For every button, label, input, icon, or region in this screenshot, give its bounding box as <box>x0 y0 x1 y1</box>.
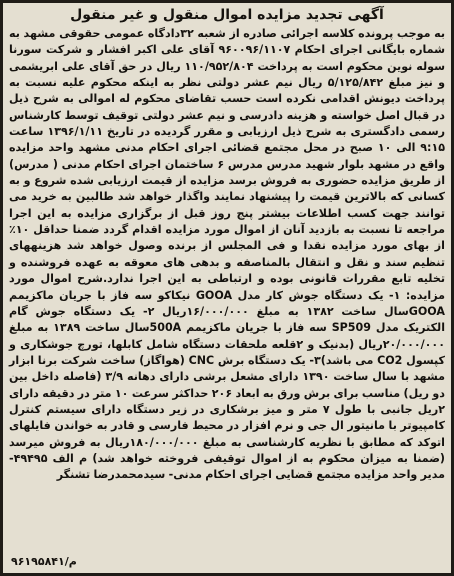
notice-title: آگهی تجدید مزایده اموال منقول و غیر منقول <box>70 7 384 23</box>
reference-number: ۹۶۱۹۵۸۴۱/م <box>11 555 77 568</box>
notice-body: به موجب پرونده کلاسه اجرائی صادره از شعبه ۳۲دادگاه عمومی حقوقی مشهد به شماره بایگانی اجرای احکام ۹۶۰۰۹۶/۱۱۰۷ آقای علی اکبر افشار و شرکت سورنا سوله نوین محکوم است به پرداخت ۱۱۰/۹۵۲/۸۰۴ ریال در حق آقای علی ابریشمی و نیز مبلغ ۵/۱۲۵/۸۴۲ ریال نیم عشر دولتی نظر به اینکه محکوم علیه نسبت به پرداخت دیونش اقدامی نکرده است حسب تقاضای محکوم له اموالی به شرح ذیل در قبال اصل خواسته و هزینه دادرسی و نیم عشر دولتی توقیف توسط کارشناس رسمی دادگستری به شرح ذیل ارزیابی و مقرر گردیده در تاریخ ۱۳۹۶/۱/۱۱ ساعت ۹:۱۵ الی ۱۰ صبح در محل مجتمع قضائی اجرای احکام مدنی مشهد واحد مزایده واقع در مشهد بلوار شهید مدرس مدرس ۶ ساختمان اجرای احکام مدنی ( مدرس) از طریق مزایده حضوری به فروش برسد مزایده از قیمت ارزیابی شده شروع و به کسانی که بالاترین قیمت را پیشنهاد نمایند واگذار خواهد شد طالبین به خرید می توانند جهت کسب اطلاعات بیشتر پنج روز قبل از برگزاری مزایده به این اجرا مراجعه تا نسبت به بازدید آنان از اموال مورد مزایده اقدام گردد ضمنا حداقل ۱۰٪ از بهای مورد مزایده نقدا و فی المجلس از برنده وصول خواهد شد هزینههای تنظیم سند و نقل و انتقال بالمناصفه و بدهی های معوقه به عهده فروشنده و تخلیه تابع مقررات قانونی بوده و ارتباطی به این اجرا ندارد.شرح اموال مورد مزایده: ۱- یک دستگاه جوش کار مدل GOOA نیکاکو سه فاز با جریان ماکزیمم GOOAسال ساخت ۱۳۸۲ به مبلغ ۱۶/۰۰۰/۰۰۰ریال ۲- یک دستگاه جوش گام الکتریک مدل SP509 سه فاز با جریان ماکزیمم 500Aسال ساخت ۱۳۸۹ به مبلغ ۲۰/۰۰۰/۰۰۰ریال (بدنیک و ۲قلعه ملحقات دستگاه شامل کابلها، تورچ جوشکاری و کپسول CO2 می باشد)۳- یک دستگاه برش CNC (هواگاز) ساخت شرکت برنا ابزار مشهد با سال ساخت ۱۳۹۰ دارای مشعل برشی دارای دهانه ۳/۹ (فاصله داخل بین دو ریل) مناسب برای برش ورق به ابعاد ۲۰۶ حداکثر سرعت ۱۰ متر در دقیقه دارای ۲ریل جانبی با طول ۷ متر و میز برشکاری در زیر دستگاه دارای سیستم کنترل کامپیوتر با مانیتور ال جی و نرم افزار در محیط فارسی و قادر به خواندن فایلهای اتوکد که مطابق با نظریه کارشناسی به مبلغ ۱۸۰/۰۰۰/۰۰۰ریال به فروش میرسد (ضمنا به میزان محکوم به از اموال توقیفی فروخته خواهد شد) م الف ۴۹۴۹۵-مدیر واحد مزایده مجتمع قضایی اجرای احکام مدنی- سیدمحمدرضا تشنگر <box>9 27 446 482</box>
